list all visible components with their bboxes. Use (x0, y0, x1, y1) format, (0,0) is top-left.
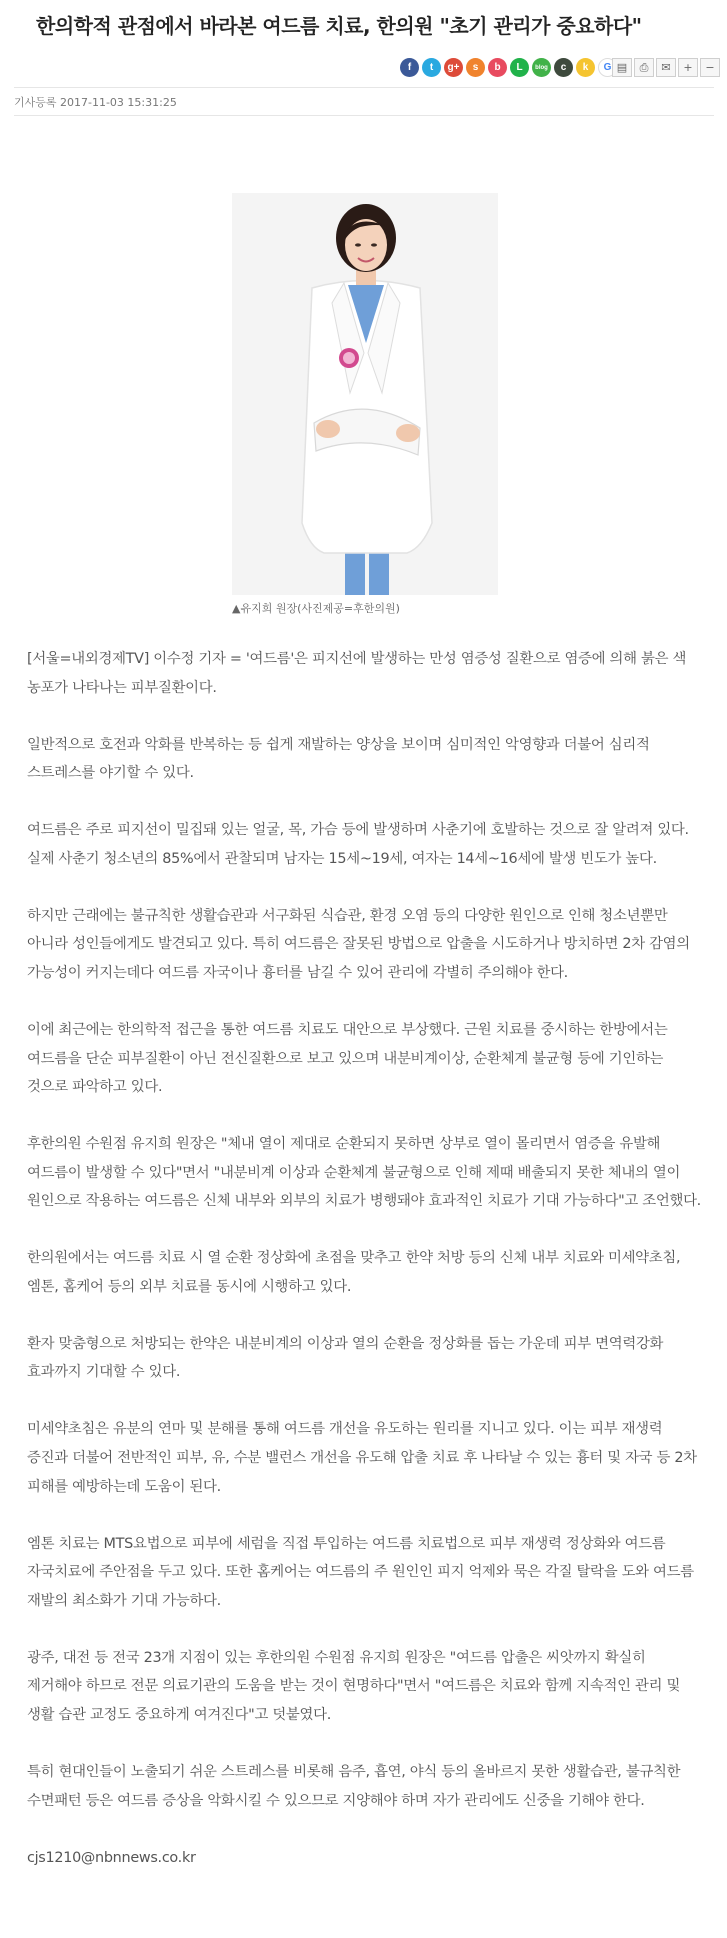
line-icon[interactable]: L (510, 58, 529, 77)
list-icon[interactable]: ▤ (612, 58, 632, 77)
article-date: 기사등록 2017-11-03 15:31:25 (14, 96, 177, 109)
facebook-icon[interactable]: f (400, 58, 419, 77)
article-paragraph: 여드름은 주로 피지선이 밀집돼 있는 얼굴, 목, 가슴 등에 발생하며 사춘기에 호발하는 것으로 잘 알려져 있다. 실제 사춘기 청소년의 85%에서 관찰되며 남자는 15세~19세, 여자는 14세~16세에 발생 빈도가 높다. (27, 822, 689, 867)
print-icon[interactable]: ⎙ (634, 58, 654, 77)
article-paragraph: 하지만 근래에는 불규칙한 생활습관과 서구화된 식습관, 환경 오염 등의 다양한 원인으로 인해 청소년뿐만 아니라 성인들에게도 발견되고 있다. 특히 여드름은 잘못된 방법으로 압출을 시도하거나 방치하면 2차 감염의 가능성이 커지는데다 여드름 자국이나 흉터를 남길 수 있어 관리에 각별히 주의해야 한다. (27, 907, 690, 981)
article-paragraph: 엠톤 치료는 MTS요법으로 피부에 세럼을 직접 투입하는 여드름 치료법으로 피부 재생력 정상화와 여드름 자국치료에 주안점을 두고 있다. 또한 홈케어는 여드름의 주 원인인 피지 억제와 묵은 각질 탈락을 도와 여드름 재발의 최소화가 기대 가능하다. (27, 1535, 694, 1609)
article-toolbar (0, 58, 727, 82)
article-paragraph: [서울=내외경제TV] 이수정 기자 = '여드름'은 피지선에 발생하는 만성 염증성 질환으로 염증에 의해 붉은 색 농포가 나타나는 피부질환이다. (27, 651, 687, 696)
naver-band-icon[interactable]: b (488, 58, 507, 77)
google-plus-icon[interactable]: g+ (444, 58, 463, 77)
reporter-email[interactable]: cjs1210@nbnnews.co.kr (27, 1849, 196, 1866)
twitter-icon[interactable]: t (422, 58, 441, 77)
divider (14, 87, 714, 88)
article-paragraph: 일반적으로 호전과 악화를 반복하는 등 쉽게 재발하는 양상을 보이며 심미적인 악영향과 더불어 심리적 스트레스를 야기할 수 있다. (27, 736, 650, 782)
article-headline: 한의학적 관점에서 바라본 여드름 치료, 한의원 "초기 관리가 중요하다" (36, 14, 642, 38)
divider (14, 115, 714, 116)
article-paragraph: 한의원에서는 여드름 치료 시 열 순환 정상화에 초점을 맞추고 한약 처방 등의 신체 내부 치료와 미세약초침, 엠톤, 홈케어 등의 외부 치료를 동시에 시행하고 있다. (27, 1250, 681, 1295)
font-decrease-icon[interactable]: − (700, 58, 720, 77)
kakaostory-icon[interactable]: s (466, 58, 485, 77)
font-increase-icon[interactable]: + (678, 58, 698, 77)
article-paragraph: 광주, 대전 등 전국 23개 지점이 있는 후한의원 수원점 유지희 원장은 "여드름 압출은 씨앗까지 확실히 제거해야 하므로 전문 의료기관의 도움을 받는 것이 현명하다"면서 "여드름은 치료와 함께 지속적인 관리 및 생활 습관 교정도 중요하게 여겨진다"고 덧붙였다. (27, 1649, 681, 1723)
article-paragraph: 미세약초침은 유분의 연마 및 분해를 통해 여드름 개선을 유도하는 원리를 지니고 있다. 이는 피부 재생력 증진과 더불어 전반적인 피부, 유, 수분 밸런스 개선을 유도해 압출 치료 후 나타날 수 있는 흉터 및 자국 등 2차 피해를 예방하는데 도움이 된다. (27, 1421, 697, 1495)
article-photo (232, 193, 498, 595)
article-paragraph: 특히 현대인들이 노출되기 쉬운 스트레스를 비롯해 음주, 흡연, 야식 등의 올바르지 못한 생활습관, 불규칙한 수면패턴 등은 여드름 증상을 악화시킬 수 있으므로 지양해야 하며 자가 관리에도 신중을 기해야 한다. (27, 1763, 681, 1809)
google-icon[interactable]: G (598, 58, 617, 77)
kakaotalk-icon[interactable]: k (576, 58, 595, 77)
email-icon[interactable]: ✉ (656, 58, 676, 77)
naver-blog-icon[interactable]: blog (532, 58, 551, 77)
share-buttons (400, 58, 617, 77)
naver-cafe-icon[interactable]: c (554, 58, 573, 77)
photo-caption: ▲유지희 원장(사진제공=후한의원) (232, 602, 400, 615)
article-paragraph: 이에 최근에는 한의학적 접근을 통한 여드름 치료도 대안으로 부상했다. 근원 치료를 중시하는 한방에서는 여드름을 단순 피부질환이 아닌 전신질환으로 보고 있으며 내분비계이상, 순환체계 불균형 등에 기인하는 것으로 파악하고 있다. (27, 1021, 668, 1096)
article-body (27, 645, 701, 1900)
doctor-portrait-image (232, 193, 498, 595)
article-paragraph: 환자 맞춤형으로 처방되는 한약은 내분비계의 이상과 열의 순환을 정상화를 돕는 가운데 피부 면역력강화 효과까지 기대할 수 있다. (27, 1335, 664, 1381)
article-paragraph: 후한의원 수원점 유지희 원장은 "체내 열이 제대로 순환되지 못하면 상부로 열이 몰리면서 염증을 유발해 여드름이 발생할 수 있다"면서 "내분비계 이상과 순환체계 불균형으로 인해 제때 배출되지 못한 체내의 열이 원인으로 작용하는 여드름은 신체 내부와 외부의 치료가 병행돼야 효과적인 치료가 기대 가능하다"고 조언했다. (27, 1136, 701, 1210)
tool-buttons (612, 58, 720, 77)
